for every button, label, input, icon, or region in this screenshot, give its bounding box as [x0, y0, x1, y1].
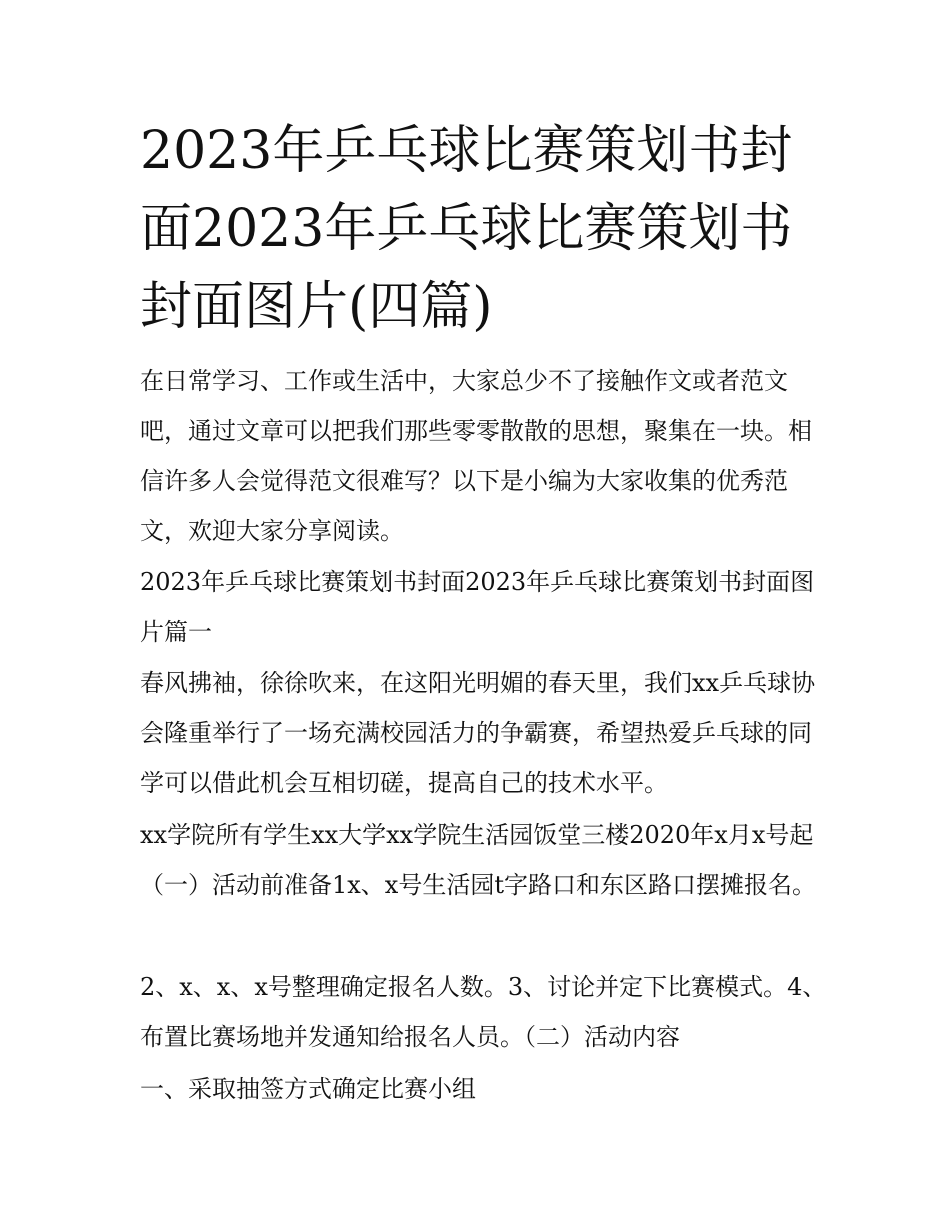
paragraph-4: 一、采取抽签方式确定比赛小组	[140, 1075, 476, 1103]
paragraph-3: 2、x、x、x号整理确定报名人数。3、讨论并定下比赛模式。4、布置比赛场地并发通知给报名人员。（二）活动内容	[140, 973, 827, 1051]
section-heading: 2023年乒乓球比赛策划书封面2023年乒乓球比赛策划书封面图片篇一	[140, 568, 815, 646]
paragraph-2: xx学院所有学生xx大学xx学院生活园饭堂三楼2020年x月x号起（一）活动前准备1x、x号生活园t字路口和东区路口摆摊报名。	[140, 821, 816, 899]
intro-paragraph: 在日常学习、工作或生活中，大家总少不了接触作文或者范文吧，通过文章可以把我们那些零零散散的思想，聚集在一块。相信许多人会觉得范文很难写？以下是小编为大家收集的优秀范文，欢迎大家分享阅读。	[140, 367, 812, 545]
document-title: 2023年乒乓球比赛策划书封面2023年乒乓球比赛策划书封面图片(四篇)	[140, 121, 793, 337]
paragraph-1: 春风拂袖，徐徐吹来，在这阳光明媚的春天里，我们xx乒乓球协会隆重举行了一场充满校园活力的争霸赛，希望热爱乒乓球的同学可以借此机会互相切磋，提高自己的技术水平。	[140, 669, 816, 797]
